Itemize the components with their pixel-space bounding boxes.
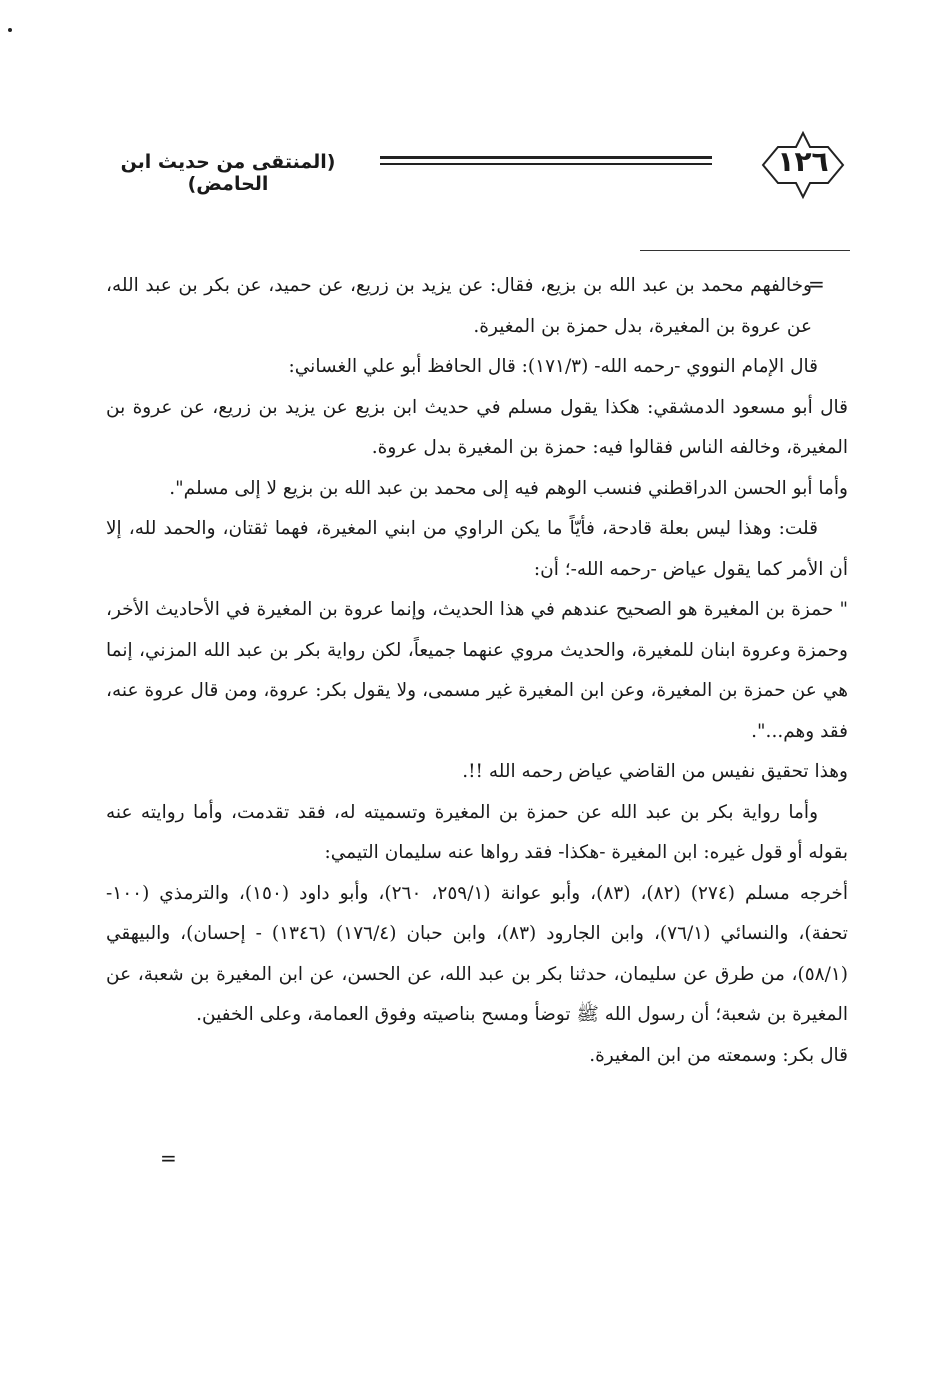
scan-speck [8, 28, 12, 32]
running-title: (المنتقى من حديث ابن الحامض) [120, 151, 336, 195]
continuation-mark: = [808, 272, 825, 296]
continued-mark: = [160, 1146, 177, 1170]
page-number: ١٢٦ [777, 145, 829, 178]
footnote-body [106, 266, 848, 1076]
header-rule [380, 156, 712, 165]
page-number-badge [748, 125, 858, 205]
footnote-paragraph: وأما أبو الحسن الدراقطني فنسب الوهم فيه إلى محمد بن عبد الله بن بزيع لا إلى مسلم". [169, 477, 848, 499]
footnote-paragraph: وخالفهم محمد بن عبد الله بن بزيع، فقال: عن يزيد بن زريع، عن حميد، عن بكر بن عبد الله، عن عروة بن المغيرة، بدل حمزة بن المغيرة. [106, 275, 812, 337]
footnote-paragraph: قلت: وهذا ليس بعلة قادحة، فأيّاً ما يكن الراوي من ابني المغيرة، فهما ثقتان، والحمد لله، إلا أن الأمر كما يقول عياض -رحمه الله-؛ أن: [106, 518, 848, 580]
footnote-paragraph: قال بكر: وسمعته من ابن المغيرة. [589, 1044, 848, 1066]
quotation-paragraph: " حمزة بن المغيرة هو الصحيح عندهم في هذا الحديث، وإنما عروة بن المغيرة في الأحاديث الأخر، وحمزة وعروة ابنان للمغيرة، والحديث مروي عنهما جميعاً، لكن رواية بكر بن عبد الله المزني، إنما هي عن حمزة بن المغيرة، وعن ابن المغيرة غير مسمى، ولا يقول بكر: عروة، ومن قال عروة عنه، فقد وهم...". [106, 599, 848, 742]
page-header [0, 125, 942, 205]
footnote-paragraph: قال أبو مسعود الدمشقي: هكذا يقول مسلم في حديث ابن بزيع عن يزيد بن زريع، عن عروة بن المغيرة، وخالفه الناس فقالوا فيه: حمزة بن المغيرة بدل عروة. [106, 396, 848, 458]
footnote-paragraph: وأما رواية بكر بن عبد الله عن حمزة بن المغيرة وتسميته له، فقد تقدمت، وأما روايته عنه بقوله أو قول غيره: ابن المغيرة -هكذا- فقد رواها عنه سليمان التيمي: [106, 801, 848, 863]
footnote-paragraph: قال الإمام النووي -رحمه الله- (١٧١/٣): قال الحافظ أبو علي الغساني: [288, 356, 818, 377]
footnote-separator [640, 250, 850, 251]
footnote-paragraph: وهذا تحقيق نفيس من القاضي عياض رحمه الله !!. [462, 761, 848, 782]
citation-paragraph: أخرجه مسلم (٢٧٤) (٨٢)، (٨٣)، وأبو عوانة (٢٥٩/١، ٢٦٠)، وأبو داود (١٥٠)، والترمذي (١٠٠- تحفة)، والنسائي (٧٦/١)، وابن الجارود (٨٣)، وابن حبان (١٧٦/٤) (١٣٤٦) - إحسان)، والبيهقي (٥٨/١)، من طرق عن سليمان، حدثنا بكر بن عبد الله، عن الحسن، عن ابن المغيرة بن شعبة، عن المغيرة بن شعبة؛ أن رسول الله ﷺ توضأ ومسح بناصيته وفوق العمامة، وعلى الخفين. [106, 882, 848, 1025]
